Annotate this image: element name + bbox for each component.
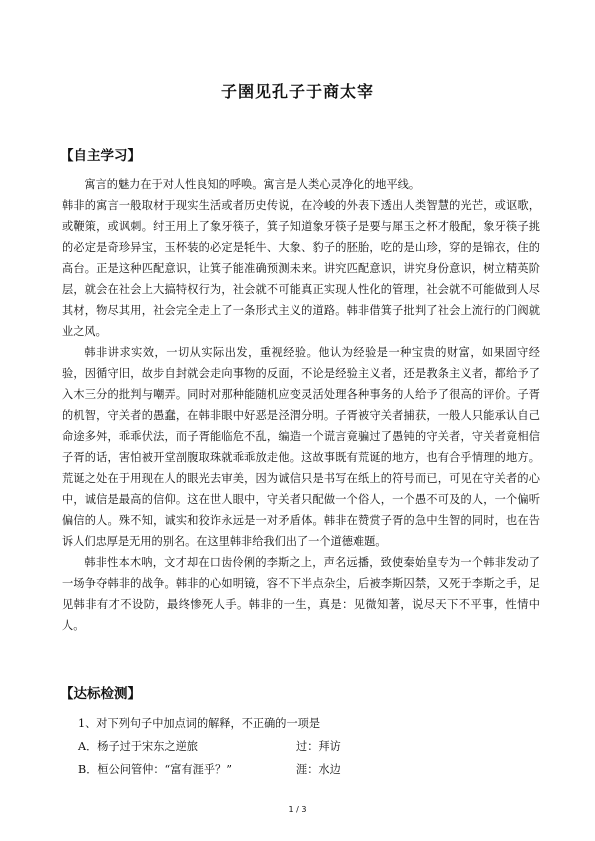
quiz-option-b <box>62 758 540 781</box>
option-text: B．桓公问管仲：“富有涯乎？” <box>78 763 232 776</box>
option-gloss: 涯：水边 <box>296 763 341 776</box>
section-heading-self-study: 【自主学习】 <box>60 148 141 164</box>
paragraph: 韩非的寓言一般取材于现实生活或者历史传说，在冷峻的外表下透出人类智慧的光芒，或讴歌，或鞭策，或讽刺。纣王用上了象牙筷子，箕子知道象牙筷子是要与犀玉之杯才般配，象牙筷子挑的必定是奇珍异宝，玉杯装的必定是牦牛、大象、豹子的胚胎，吃的是山珍，穿的是锦衣，住的高台。正是这种匹配意识，让箕子能准确预测未来。讲究匹配意识，讲究身份意识，树立精英阶层，就会在社会上大搞特权行为，社会就不可能真正实现人性化的管理，社会就不可能做到人尽其材，物尽其用，社会完全走上了一条形式主义的道路。韩非借箕子批判了社会上流行的门阀就业之风。 <box>62 199 540 338</box>
quiz-block <box>62 712 540 781</box>
self-study-body <box>62 174 540 636</box>
quiz-question: 1、对下列句子中加点词的解释，不正确的一项是 <box>78 717 321 730</box>
option-text: A．杨子过于宋东之逆旅 <box>78 740 198 753</box>
page-number: 1 / 3 <box>288 805 307 814</box>
paragraph: 韩非性本木呐，文才却在口齿伶俐的李斯之上，声名远播，致使秦始皇专为一个韩非发动了一场争夺韩非的战争。韩非的心如明镜，容不下半点杂尘，后被李斯囚禁，又死于李斯之手，足见韩非有才不设防，最终惨死人手。韩非的一生，真是：见微知著，说尽天下不平事，性情中人。 <box>62 556 540 632</box>
paragraph: 韩非讲求实效，一切从实际出发，重视经验。他认为经验是一种宝贵的财富，如果固守经验，因循守旧，故步自封就会走向事物的反面，不论是经验主义者，还是教条主义者，都给予了入木三分的批判与嘲弄。同时对那种能随机应变灵活处理各种事务的人给予了很高的评价。子胥的机智，守关者的愚蠢，在韩非眼中好恶是泾渭分明。子胥被守关者捕获，一般人只能承认自己命途多舛，乖乖伏法，而子胥能临危不乱，编造一个谎言竟骗过了愚钝的守关者，守关者竟相信子胥的话，害怕被开堂剖腹取珠就乖乖放走他。这故事既有荒诞的地方，也有合乎情理的地方。荒诞之处在于用现在人的眼光去审美，因为诚信只是书写在纸上的符号而已，可见在守关者的心中，诚信是最高的信仰。这在世人眼中，守关者只配做一个俗人，一个愚不可及的人，一个偏听偏信的人。殊不知，诚实和狡诈永远是一对矛盾体。韩非在赞赏子胥的急中生智的同时，也在告诉人们忠厚是无用的别名。在这里韩非给我们出了一个道德难题。 <box>62 346 540 548</box>
quiz-option-a <box>62 735 540 758</box>
option-gloss: 过：拜访 <box>296 740 341 753</box>
document-title: 子圉见孔子于商太宰 <box>220 82 374 101</box>
section-heading-assessment: 【达标检测】 <box>60 686 141 702</box>
paragraph: 寓言的魅力在于对人性良知的呼唤。寓言是人类心灵净化的地平线。 <box>84 178 421 191</box>
